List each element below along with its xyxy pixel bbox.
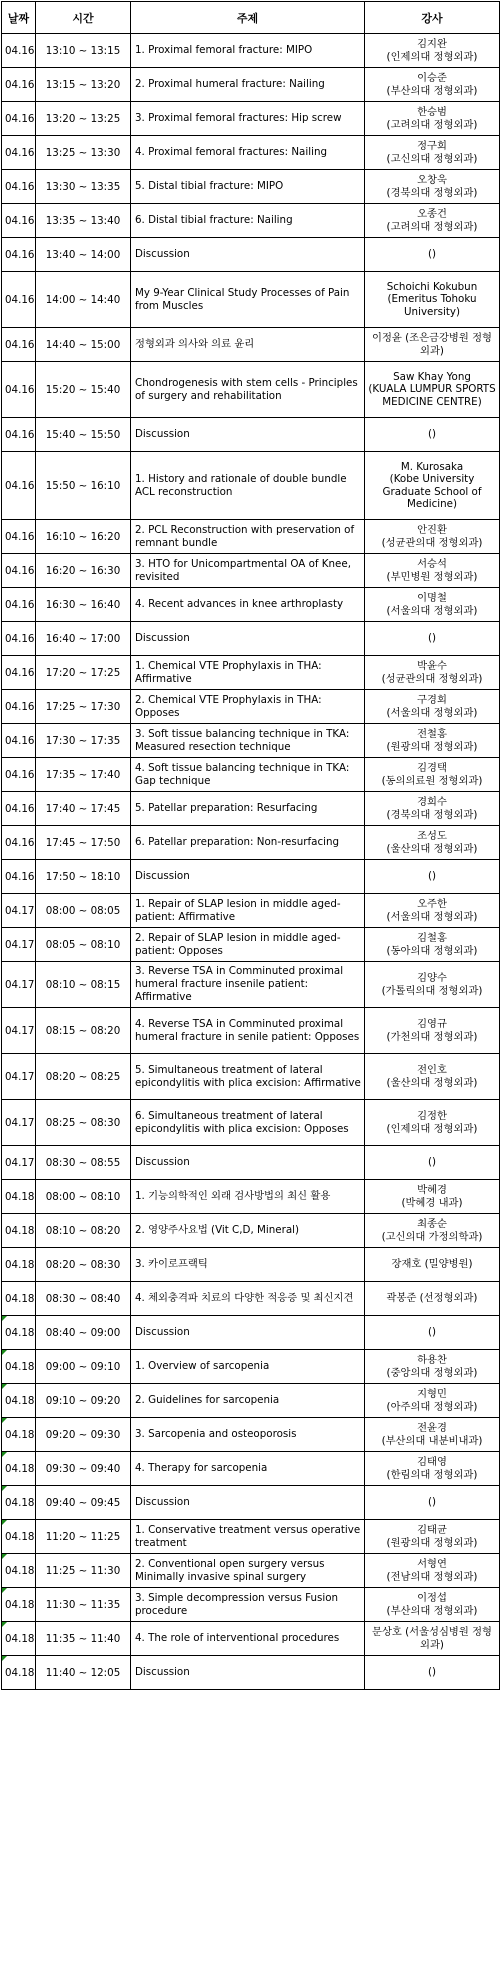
- topic-cell: 3. 카이로프랙틱: [131, 1248, 365, 1282]
- time-cell: 17:35 ~ 17:40: [36, 758, 131, 792]
- topic-cell: My 9-Year Clinical Study Processes of Pain from Muscles: [131, 272, 365, 328]
- time-cell: 14:00 ~ 14:40: [36, 272, 131, 328]
- header-date: 날짜: [2, 2, 36, 34]
- speaker-cell: 오창욱 (경북의대 정형외과): [365, 170, 500, 204]
- speaker-cell: 한승범 (고려의대 정형외과): [365, 102, 500, 136]
- date-cell: 04.17: [2, 894, 36, 928]
- topic-cell: 1. Conservative treatment versus operative treatment: [131, 1520, 365, 1554]
- time-cell: 16:40 ~ 17:00: [36, 622, 131, 656]
- date-cell: 04.16: [2, 452, 36, 520]
- table-row: [2, 1214, 500, 1248]
- topic-cell: 2. 영양주사요법 (Vit C,D, Mineral): [131, 1214, 365, 1248]
- time-cell: 13:35 ~ 13:40: [36, 204, 131, 238]
- speaker-cell: M. Kurosaka (Kobe University Graduate School of Medicine): [365, 452, 500, 520]
- date-cell: 04.18: [2, 1554, 36, 1588]
- topic-cell: 6. Distal tibial fracture: Nailing: [131, 204, 365, 238]
- time-cell: 13:25 ~ 13:30: [36, 136, 131, 170]
- table-row: [2, 170, 500, 204]
- topic-cell: Discussion: [131, 1146, 365, 1180]
- topic-cell: Discussion: [131, 1486, 365, 1520]
- header-time: 시간: [36, 2, 131, 34]
- speaker-cell: 전윤경 (부산의대 내분비내과): [365, 1418, 500, 1452]
- topic-cell: 4. 체외충격파 치료의 다양한 적응증 및 최신지견: [131, 1282, 365, 1316]
- speaker-cell: Schoichi Kokubun (Emeritus Tohoku University): [365, 272, 500, 328]
- table-row: [2, 102, 500, 136]
- table-row: [2, 860, 500, 894]
- date-cell: 04.16: [2, 826, 36, 860]
- date-cell: 04.18: [2, 1384, 36, 1418]
- date-cell: 04.16: [2, 724, 36, 758]
- table-row: [2, 1248, 500, 1282]
- speaker-cell: 오주한 (서울의대 정형외과): [365, 894, 500, 928]
- speaker-cell: 서승석 (부민병원 정형외과): [365, 554, 500, 588]
- date-cell: 04.18: [2, 1486, 36, 1520]
- speaker-cell: 장재호 (밀양병원): [365, 1248, 500, 1282]
- topic-cell: 3. HTO for Unicompartmental OA of Knee, revisited: [131, 554, 365, 588]
- date-cell: 04.16: [2, 204, 36, 238]
- table-row: [2, 792, 500, 826]
- table-row: [2, 758, 500, 792]
- time-cell: 17:40 ~ 17:45: [36, 792, 131, 826]
- speaker-cell: 김영규 (가천의대 정형외과): [365, 1008, 500, 1054]
- table-row: [2, 1180, 500, 1214]
- time-cell: 13:20 ~ 13:25: [36, 102, 131, 136]
- speaker-cell: 하용찬 (중앙의대 정형외과): [365, 1350, 500, 1384]
- date-cell: 04.16: [2, 588, 36, 622]
- speaker-cell: 곽봉준 (선정형외과): [365, 1282, 500, 1316]
- topic-cell: Discussion: [131, 418, 365, 452]
- speaker-cell: (): [365, 860, 500, 894]
- speaker-cell: 경희수 (경북의대 정형외과): [365, 792, 500, 826]
- time-cell: 13:30 ~ 13:35: [36, 170, 131, 204]
- topic-cell: Chondrogenesis with stem cells - Principles of surgery and rehabilitation: [131, 362, 365, 418]
- date-cell: 04.16: [2, 792, 36, 826]
- speaker-cell: (): [365, 238, 500, 272]
- speaker-cell: 김철홍 (동아의대 정형외과): [365, 928, 500, 962]
- speaker-cell: Saw Khay Yong (KUALA LUMPUR SPORTS MEDICINE CENTRE): [365, 362, 500, 418]
- time-cell: 17:45 ~ 17:50: [36, 826, 131, 860]
- speaker-cell: (): [365, 1656, 500, 1690]
- topic-cell: 1. Overview of sarcopenia: [131, 1350, 365, 1384]
- speaker-cell: (): [365, 1486, 500, 1520]
- date-cell: 04.18: [2, 1588, 36, 1622]
- topic-cell: 3. Sarcopenia and osteoporosis: [131, 1418, 365, 1452]
- table-row: [2, 962, 500, 1008]
- time-cell: 09:30 ~ 09:40: [36, 1452, 131, 1486]
- time-cell: 11:20 ~ 11:25: [36, 1520, 131, 1554]
- speaker-cell: 이정윤 (조은금강병원 정형외과): [365, 328, 500, 362]
- speaker-cell: 서형연 (전남의대 정형외과): [365, 1554, 500, 1588]
- table-row: [2, 826, 500, 860]
- date-cell: 04.18: [2, 1180, 36, 1214]
- date-cell: 04.16: [2, 860, 36, 894]
- time-cell: 17:25 ~ 17:30: [36, 690, 131, 724]
- date-cell: 04.18: [2, 1214, 36, 1248]
- speaker-cell: 조성도 (울산의대 정형외과): [365, 826, 500, 860]
- speaker-cell: 정구희 (고신의대 정형외과): [365, 136, 500, 170]
- table-row: [2, 1282, 500, 1316]
- table-row: [2, 520, 500, 554]
- time-cell: 09:00 ~ 09:10: [36, 1350, 131, 1384]
- date-cell: 04.16: [2, 238, 36, 272]
- table-row: [2, 34, 500, 68]
- table-row: [2, 1486, 500, 1520]
- date-cell: 04.17: [2, 1146, 36, 1180]
- speaker-cell: 지형민 (아주의대 정형외과): [365, 1384, 500, 1418]
- time-cell: 08:30 ~ 08:55: [36, 1146, 131, 1180]
- topic-cell: 3. Soft tissue balancing technique in TKA: Measured resection technique: [131, 724, 365, 758]
- speaker-cell: 김지완 (인제의대 정형외과): [365, 34, 500, 68]
- topic-cell: 5. Distal tibial fracture: MIPO: [131, 170, 365, 204]
- speaker-cell: (): [365, 622, 500, 656]
- table-row: [2, 690, 500, 724]
- table-row: [2, 1656, 500, 1690]
- date-cell: 04.18: [2, 1622, 36, 1656]
- date-cell: 04.16: [2, 136, 36, 170]
- table-row: [2, 362, 500, 418]
- topic-cell: Discussion: [131, 1316, 365, 1350]
- table-row: [2, 1418, 500, 1452]
- speaker-cell: 이정섭 (부산의대 정형외과): [365, 1588, 500, 1622]
- table-row: [2, 1316, 500, 1350]
- topic-cell: Discussion: [131, 622, 365, 656]
- header-row: [2, 2, 500, 34]
- time-cell: 09:20 ~ 09:30: [36, 1418, 131, 1452]
- date-cell: 04.18: [2, 1316, 36, 1350]
- topic-cell: 4. Therapy for sarcopenia: [131, 1452, 365, 1486]
- speaker-cell: 구경회 (서울의대 정형외과): [365, 690, 500, 724]
- topic-cell: 4. Recent advances in knee arthroplasty: [131, 588, 365, 622]
- table-row: [2, 554, 500, 588]
- date-cell: 04.16: [2, 622, 36, 656]
- topic-cell: 5. Simultaneous treatment of lateral epicondylitis with plica excision: Affirmative: [131, 1054, 365, 1100]
- speaker-cell: 전인호 (울산의대 정형외과): [365, 1054, 500, 1100]
- table-row: [2, 1622, 500, 1656]
- table-row: [2, 1452, 500, 1486]
- date-cell: 04.17: [2, 1100, 36, 1146]
- time-cell: 11:35 ~ 11:40: [36, 1622, 131, 1656]
- speaker-cell: 김태영 (한림의대 정형외과): [365, 1452, 500, 1486]
- date-cell: 04.16: [2, 170, 36, 204]
- table-row: [2, 1554, 500, 1588]
- time-cell: 08:20 ~ 08:30: [36, 1248, 131, 1282]
- speaker-cell: 이명철 (서울의대 정형외과): [365, 588, 500, 622]
- topic-cell: 4. Soft tissue balancing technique in TKA: Gap technique: [131, 758, 365, 792]
- table-row: [2, 204, 500, 238]
- speaker-cell: 김양수 (가톨릭의대 정형외과): [365, 962, 500, 1008]
- topic-cell: 4. The role of interventional procedures: [131, 1622, 365, 1656]
- topic-cell: 1. Proximal femoral fracture: MIPO: [131, 34, 365, 68]
- date-cell: 04.18: [2, 1248, 36, 1282]
- time-cell: 08:40 ~ 09:00: [36, 1316, 131, 1350]
- table-row: [2, 1054, 500, 1100]
- time-cell: 08:05 ~ 08:10: [36, 928, 131, 962]
- time-cell: 08:00 ~ 08:05: [36, 894, 131, 928]
- speaker-cell: 김정한 (인제의대 정형외과): [365, 1100, 500, 1146]
- date-cell: 04.16: [2, 34, 36, 68]
- date-cell: 04.16: [2, 656, 36, 690]
- time-cell: 11:30 ~ 11:35: [36, 1588, 131, 1622]
- time-cell: 11:25 ~ 11:30: [36, 1554, 131, 1588]
- table-row: [2, 238, 500, 272]
- speaker-cell: (): [365, 1146, 500, 1180]
- date-cell: 04.16: [2, 758, 36, 792]
- time-cell: 13:40 ~ 14:00: [36, 238, 131, 272]
- speaker-cell: 박윤수 (성균관의대 정형외과): [365, 656, 500, 690]
- date-cell: 04.17: [2, 928, 36, 962]
- schedule-table: [1, 1, 500, 1690]
- table-row: [2, 418, 500, 452]
- table-row: [2, 1350, 500, 1384]
- speaker-cell: 박혜경 (박혜경 내과): [365, 1180, 500, 1214]
- table-row: [2, 724, 500, 758]
- time-cell: 16:20 ~ 16:30: [36, 554, 131, 588]
- table-row: [2, 68, 500, 102]
- table-row: [2, 1008, 500, 1054]
- time-cell: 08:10 ~ 08:20: [36, 1214, 131, 1248]
- date-cell: 04.18: [2, 1520, 36, 1554]
- topic-cell: Discussion: [131, 860, 365, 894]
- time-cell: 17:20 ~ 17:25: [36, 656, 131, 690]
- speaker-cell: 전철홍 (원광의대 정형외과): [365, 724, 500, 758]
- time-cell: 14:40 ~ 15:00: [36, 328, 131, 362]
- date-cell: 04.17: [2, 962, 36, 1008]
- schedule-rows: [2, 34, 500, 1690]
- date-cell: 04.16: [2, 272, 36, 328]
- topic-cell: Discussion: [131, 1656, 365, 1690]
- topic-cell: 5. Patellar preparation: Resurfacing: [131, 792, 365, 826]
- time-cell: 16:30 ~ 16:40: [36, 588, 131, 622]
- date-cell: 04.16: [2, 520, 36, 554]
- header-topic: 주제: [131, 2, 365, 34]
- topic-cell: 3. Proximal femoral fractures: Hip screw: [131, 102, 365, 136]
- time-cell: 16:10 ~ 16:20: [36, 520, 131, 554]
- table-row: [2, 272, 500, 328]
- time-cell: 08:10 ~ 08:15: [36, 962, 131, 1008]
- table-row: [2, 894, 500, 928]
- time-cell: 08:00 ~ 08:10: [36, 1180, 131, 1214]
- topic-cell: Discussion: [131, 238, 365, 272]
- time-cell: 08:30 ~ 08:40: [36, 1282, 131, 1316]
- topic-cell: 6. Simultaneous treatment of lateral epicondylitis with plica excision: Opposes: [131, 1100, 365, 1146]
- speaker-cell: 최종순 (고신의대 가정의학과): [365, 1214, 500, 1248]
- topic-cell: 2. Chemical VTE Prophylaxis in THA: Opposes: [131, 690, 365, 724]
- date-cell: 04.16: [2, 102, 36, 136]
- date-cell: 04.16: [2, 418, 36, 452]
- time-cell: 13:15 ~ 13:20: [36, 68, 131, 102]
- table-row: [2, 136, 500, 170]
- topic-cell: 정형외과 의사와 의료 윤리: [131, 328, 365, 362]
- topic-cell: 3. Reverse TSA in Comminuted proximal humeral fracture insenile patient: Affirmative: [131, 962, 365, 1008]
- date-cell: 04.17: [2, 1008, 36, 1054]
- time-cell: 13:10 ~ 13:15: [36, 34, 131, 68]
- date-cell: 04.16: [2, 68, 36, 102]
- topic-cell: 2. Repair of SLAP lesion in middle aged-patient: Opposes: [131, 928, 365, 962]
- time-cell: 17:50 ~ 18:10: [36, 860, 131, 894]
- table-row: [2, 328, 500, 362]
- topic-cell: 1. History and rationale of double bundle ACL reconstruction: [131, 452, 365, 520]
- table-row: [2, 928, 500, 962]
- date-cell: 04.16: [2, 362, 36, 418]
- speaker-cell: (): [365, 1316, 500, 1350]
- speaker-cell: 안진환 (성균관의대 정형외과): [365, 520, 500, 554]
- speaker-cell: (): [365, 418, 500, 452]
- speaker-cell: 이승준 (부산의대 정형외과): [365, 68, 500, 102]
- time-cell: 15:20 ~ 15:40: [36, 362, 131, 418]
- table-row: [2, 588, 500, 622]
- time-cell: 08:15 ~ 08:20: [36, 1008, 131, 1054]
- table-row: [2, 622, 500, 656]
- topic-cell: 2. PCL Reconstruction with preservation of remnant bundle: [131, 520, 365, 554]
- time-cell: 08:20 ~ 08:25: [36, 1054, 131, 1100]
- date-cell: 04.18: [2, 1282, 36, 1316]
- topic-cell: 2. Proximal humeral fracture: Nailing: [131, 68, 365, 102]
- speaker-cell: 문상호 (서울성심병원 정형외과): [365, 1622, 500, 1656]
- speaker-cell: 오종건 (고려의대 정형외과): [365, 204, 500, 238]
- time-cell: 11:40 ~ 12:05: [36, 1656, 131, 1690]
- table-row: [2, 1146, 500, 1180]
- topic-cell: 4. Proximal femoral fractures: Nailing: [131, 136, 365, 170]
- speaker-cell: 김경택 (동의의료원 정형외과): [365, 758, 500, 792]
- topic-cell: 1. Chemical VTE Prophylaxis in THA: Affirmative: [131, 656, 365, 690]
- time-cell: 17:30 ~ 17:35: [36, 724, 131, 758]
- topic-cell: 2. Guidelines for sarcopenia: [131, 1384, 365, 1418]
- date-cell: 04.18: [2, 1656, 36, 1690]
- speaker-cell: 김태균 (원광의대 정형외과): [365, 1520, 500, 1554]
- topic-cell: 1. Repair of SLAP lesion in middle aged-patient: Affirmative: [131, 894, 365, 928]
- date-cell: 04.18: [2, 1418, 36, 1452]
- header-speaker: 강사: [365, 2, 500, 34]
- date-cell: 04.16: [2, 328, 36, 362]
- table-row: [2, 1520, 500, 1554]
- topic-cell: 1. 기능의학적인 외래 검사방법의 최신 활용: [131, 1180, 365, 1214]
- date-cell: 04.16: [2, 690, 36, 724]
- date-cell: 04.18: [2, 1452, 36, 1486]
- time-cell: 08:25 ~ 08:30: [36, 1100, 131, 1146]
- date-cell: 04.16: [2, 554, 36, 588]
- time-cell: 15:50 ~ 16:10: [36, 452, 131, 520]
- time-cell: 09:10 ~ 09:20: [36, 1384, 131, 1418]
- time-cell: 15:40 ~ 15:50: [36, 418, 131, 452]
- table-row: [2, 1100, 500, 1146]
- topic-cell: 3. Simple decompression versus Fusion procedure: [131, 1588, 365, 1622]
- table-row: [2, 1588, 500, 1622]
- topic-cell: 6. Patellar preparation: Non-resurfacing: [131, 826, 365, 860]
- date-cell: 04.17: [2, 1054, 36, 1100]
- table-row: [2, 1384, 500, 1418]
- date-cell: 04.18: [2, 1350, 36, 1384]
- table-row: [2, 656, 500, 690]
- topic-cell: 2. Conventional open surgery versus Minimally invasive spinal surgery: [131, 1554, 365, 1588]
- table-row: [2, 452, 500, 520]
- topic-cell: 4. Reverse TSA in Comminuted proximal humeral fracture in senile patient: Opposes: [131, 1008, 365, 1054]
- time-cell: 09:40 ~ 09:45: [36, 1486, 131, 1520]
